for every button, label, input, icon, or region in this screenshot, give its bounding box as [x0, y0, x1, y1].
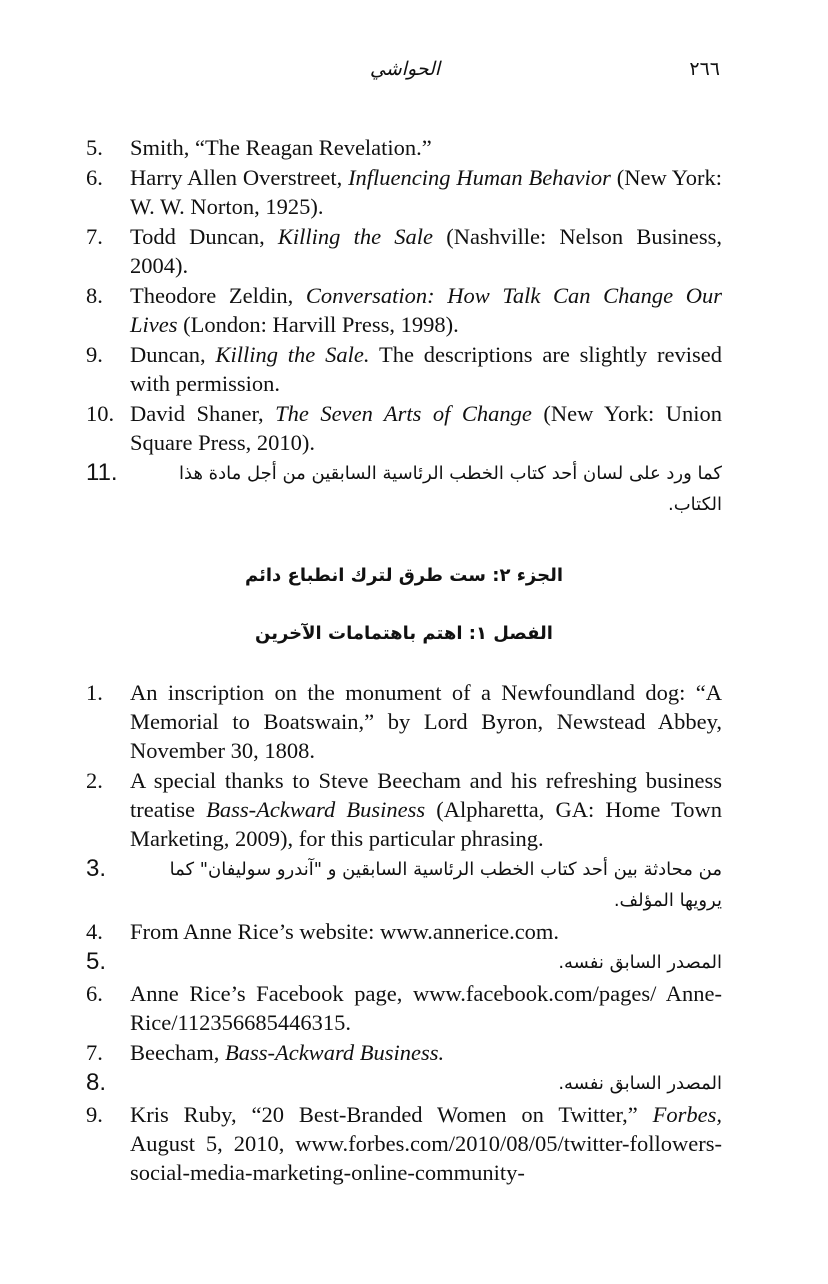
endnote-text [130, 133, 722, 162]
endnote-number: 9. [86, 342, 103, 367]
endnote-number: 6. [86, 981, 103, 1006]
text-run: Harry Allen Overstreet, [130, 165, 349, 190]
endnote-item [86, 678, 722, 765]
endnote-item [86, 340, 722, 398]
page-number: ٢٦٦ [689, 59, 720, 80]
endnote-text [130, 281, 722, 339]
endnote-item [86, 1068, 722, 1099]
endnote-item [86, 163, 722, 221]
endnote-text [130, 917, 722, 946]
text-run: (Alpharetta, GA: Home Town Marketing, 2009), for this particular phrasing. [130, 797, 722, 851]
endnote-item [86, 917, 722, 946]
running-title: الحواشي [369, 59, 441, 80]
endnote-item [86, 222, 722, 280]
endnote-number: 10. [86, 401, 115, 426]
text-run: August 5, 2010, www.forbes.com/2010/08/05/twitter-followers-social-media-marketing-online-community- [130, 1131, 722, 1185]
notes-list-part1 [86, 133, 722, 521]
text-run: (New York: W. W. Norton, 1925). [130, 165, 722, 219]
notes-list-part2 [86, 678, 722, 1188]
endnote-item [86, 854, 722, 916]
italic-title: Bass-Ackward Business [206, 797, 426, 822]
endnote-number: 2. [86, 768, 103, 793]
endnote-number: 5. [86, 135, 103, 160]
italic-title: Forbes, [652, 1102, 722, 1127]
endnote-text [130, 854, 722, 916]
endnote-item [86, 281, 722, 339]
endnote-item [86, 133, 722, 162]
endnote-number: 7. [86, 224, 103, 249]
text-run: (Nashville: Nelson Business, 2004). [130, 224, 723, 278]
endnote-number: 7. [86, 1040, 103, 1065]
endnote-number: 5. [86, 948, 107, 975]
endnote-text [130, 1100, 722, 1187]
endnote-text [130, 678, 722, 765]
endnote-text [130, 766, 722, 853]
endnote-number: 3. [86, 855, 107, 882]
text-run: Anne Rice’s Facebook page, www.facebook.com/pages/ Anne-Rice/112356685446315. [130, 981, 722, 1035]
part-heading: الجزء ٢: ست طرق لترك انطباع دائم [244, 565, 564, 586]
running-header [90, 58, 720, 88]
endnote-item [86, 766, 722, 853]
text-run: Beecham, [130, 1040, 225, 1065]
endnote-number: 8. [86, 283, 103, 308]
endnote-number: 11. [86, 459, 118, 486]
text-run: A special thanks to Steve Beecham and his refreshing business treatise [130, 768, 722, 822]
text-run: From Anne Rice’s website: www.annerice.com. [130, 919, 560, 944]
endnote-number: 1. [86, 680, 103, 705]
endnote-text [130, 458, 722, 520]
italic-title: Bass-Ackward Business. [224, 1040, 445, 1065]
endnote-number: 4. [86, 919, 103, 944]
endnote-text [130, 163, 722, 221]
endnote-number: 6. [86, 165, 103, 190]
text-run: An inscription on the monument of a Newfoundland dog: “A Memorial to Boatswain,” by Lord Byron, Newstead Abbey, November 30, 1808. [130, 680, 722, 763]
endnote-item [86, 979, 722, 1037]
text-run: Todd Duncan, [130, 224, 278, 249]
text-run: كما ورد على لسان أحد كتاب الخطب الرئاسية السابقين من أجل مادة هذا الكتاب. [179, 463, 722, 515]
endnote-item [86, 458, 722, 520]
endnote-number: 9. [86, 1102, 103, 1127]
text-run: من محادثة بين أحد كتاب الخطب الرئاسية السابقين و "آندرو سوليفان" كما يرويها المؤلف. [169, 859, 722, 911]
text-run: المصدر السابق نفسه. [558, 1073, 722, 1094]
chapter-heading: الفصل ١: اهتم باهتمامات الآخرين [255, 623, 553, 644]
endnote-text [130, 979, 722, 1037]
text-run: (London: Harvill Press, 1998). [177, 312, 459, 337]
endnote-text [130, 1038, 722, 1067]
endnote-text [130, 340, 722, 398]
endnote-text [130, 947, 722, 978]
text-run: David Shaner, [130, 401, 276, 426]
endnote-text [130, 399, 722, 457]
text-run: (New York: Union Square Press, 2010). [130, 401, 722, 455]
endnote-item [86, 1100, 722, 1187]
italic-title: Influencing Human Behavior [348, 165, 611, 190]
endnote-number: 8. [86, 1069, 107, 1096]
italic-title: The Seven Arts of Change [275, 401, 532, 426]
text-run: Theodore Zeldin, [130, 283, 306, 308]
italic-title: Killing the Sale [277, 224, 434, 249]
endnote-text [130, 1068, 722, 1099]
text-run: Smith, “The Reagan Revelation.” [130, 135, 432, 160]
italic-title: Killing the Sale. [215, 342, 370, 367]
italic-title: Conversation: How Talk Can Change Our Lives [130, 283, 722, 337]
endnote-item [86, 1038, 722, 1067]
text-run: المصدر السابق نفسه. [558, 952, 722, 973]
endnote-text [130, 222, 722, 280]
text-run: Duncan, [130, 342, 216, 367]
text-run: The descriptions are slightly revised with permission. [130, 342, 722, 396]
endnote-item [86, 947, 722, 978]
text-run: Kris Ruby, “20 Best-Branded Women on Twitter,” [130, 1102, 653, 1127]
endnote-item [86, 399, 722, 457]
